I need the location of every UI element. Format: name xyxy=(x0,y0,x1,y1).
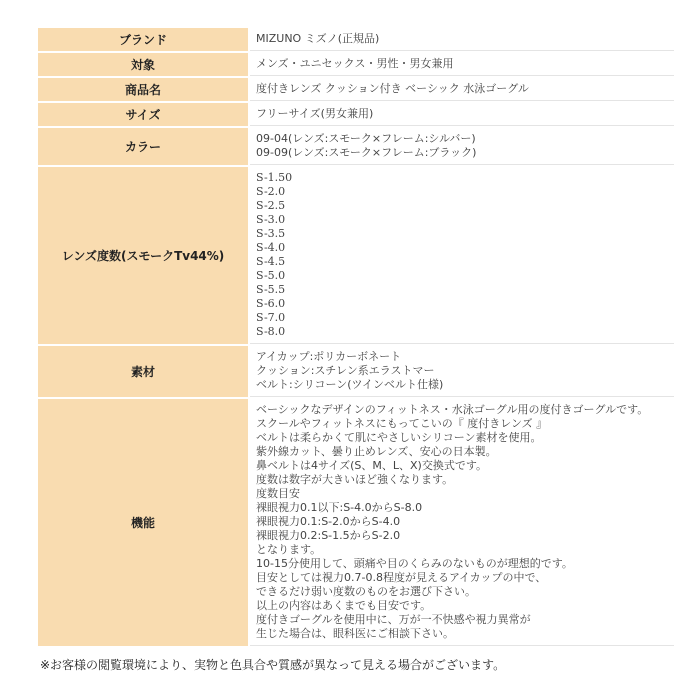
spec-line: 度数は数字が大きいほど強くなります。 xyxy=(256,473,454,486)
spec-value-features xyxy=(250,399,674,646)
spec-line: S-6.0 xyxy=(256,297,286,310)
spec-value-size xyxy=(250,103,674,126)
spec-row-brand xyxy=(38,28,674,51)
spec-label-material: 素材 xyxy=(38,346,248,397)
spec-label-color: カラー xyxy=(38,128,248,165)
spec-label-target: 対象 xyxy=(38,53,248,76)
spec-line: 鼻ベルトは4サイズ(S、M、L、X)交換式です。 xyxy=(256,459,487,472)
spec-label-features: 機能 xyxy=(38,399,248,646)
spec-value-product-name xyxy=(250,78,674,101)
spec-line: 10-15分使用して、頭痛や目のくらみのないものが理想的です。 xyxy=(256,557,573,570)
spec-line: S-5.5 xyxy=(256,283,286,296)
spec-line: 09-04(レンズ:スモーク×フレーム:シルバー) xyxy=(256,132,476,145)
spec-line: 裸眼視力0.1:S-2.0からS-4.0 xyxy=(256,515,401,528)
spec-value-lens-power xyxy=(250,167,674,344)
spec-line: S-1.50 xyxy=(256,171,293,184)
spec-line: 裸眼視力0.2:S-1.5からS-2.0 xyxy=(256,529,401,542)
spec-line: 度付きレンズ クッション付き ベーシック 水泳ゴーグル xyxy=(256,82,529,95)
footer-note: ※お客様の閲覧環境により、実物と色具合や質感が異なって見える場合がございます。 xyxy=(40,658,506,672)
spec-label-lens-power: レンズ度数(スモークTv44%) xyxy=(38,167,248,344)
spec-value-color xyxy=(250,128,674,165)
spec-label-brand: ブランド xyxy=(38,28,248,51)
spec-row-size xyxy=(38,103,674,126)
spec-row-lens-power xyxy=(38,167,674,344)
spec-row-material xyxy=(38,346,674,397)
spec-line: ベーシックなデザインのフィットネス・水泳ゴーグル用の度付きゴーグルです。 xyxy=(256,403,649,416)
spec-line: S-8.0 xyxy=(256,325,286,338)
spec-line: アイカップ:ポリカーボネート xyxy=(256,350,402,363)
spec-line: S-7.0 xyxy=(256,311,286,324)
spec-line: できるだけ弱い度数のものをお選び下さい。 xyxy=(256,585,476,598)
spec-line: S-2.5 xyxy=(256,199,286,212)
spec-line: MIZUNO ミズノ(正規品) xyxy=(256,32,380,45)
spec-line: 09-09(レンズ:スモーク×フレーム:ブラック) xyxy=(256,146,477,159)
spec-line: S-3.5 xyxy=(256,227,286,240)
spec-line: 裸眼視力0.1以下:S-4.0からS-8.0 xyxy=(256,501,423,514)
spec-line: S-4.0 xyxy=(256,241,286,254)
spec-line: 生じた場合は、眼科医にご相談下さい。 xyxy=(256,627,454,640)
spec-line: クッション:スチレン系エラストマー xyxy=(256,364,435,377)
spec-line: ベルト:シリコーン(ツインベルト仕様) xyxy=(256,378,444,391)
spec-value-target xyxy=(250,53,674,76)
spec-row-product-name xyxy=(38,78,674,101)
spec-line: 度付きゴーグルを使用中に、万が一不快感や視力異常が xyxy=(256,613,531,626)
spec-line: スクールやフィットネスにもってこいの『 度付きレンズ 』 xyxy=(256,417,548,430)
spec-line: S-5.0 xyxy=(256,269,286,282)
spec-line: となります。 xyxy=(256,543,322,556)
spec-value-brand xyxy=(250,28,674,51)
spec-value-material xyxy=(250,346,674,397)
spec-line: S-4.5 xyxy=(256,255,286,268)
spec-line: 目安としては視力0.7-0.8程度が見えるアイカップの中で、 xyxy=(256,571,547,584)
spec-row-features xyxy=(38,399,674,646)
spec-line: 紫外線カット、曇り止めレンズ、安心の日本製。 xyxy=(256,445,497,458)
spec-line: メンズ・ユニセックス・男性・男女兼用 xyxy=(256,57,454,70)
spec-table xyxy=(36,26,676,648)
spec-line: 以上の内容はあくまでも目安です。 xyxy=(256,599,432,612)
spec-row-color xyxy=(38,128,674,165)
spec-line: 度数目安 xyxy=(256,487,300,500)
spec-row-target xyxy=(38,53,674,76)
spec-line: S-2.0 xyxy=(256,185,286,198)
spec-line: フリーサイズ(男女兼用) xyxy=(256,107,374,120)
spec-label-product-name: 商品名 xyxy=(38,78,248,101)
spec-label-size: サイズ xyxy=(38,103,248,126)
spec-line: ベルトは柔らかくて肌にやさしいシリコーン素材を使用。 xyxy=(256,431,542,444)
spec-line: S-3.0 xyxy=(256,213,286,226)
